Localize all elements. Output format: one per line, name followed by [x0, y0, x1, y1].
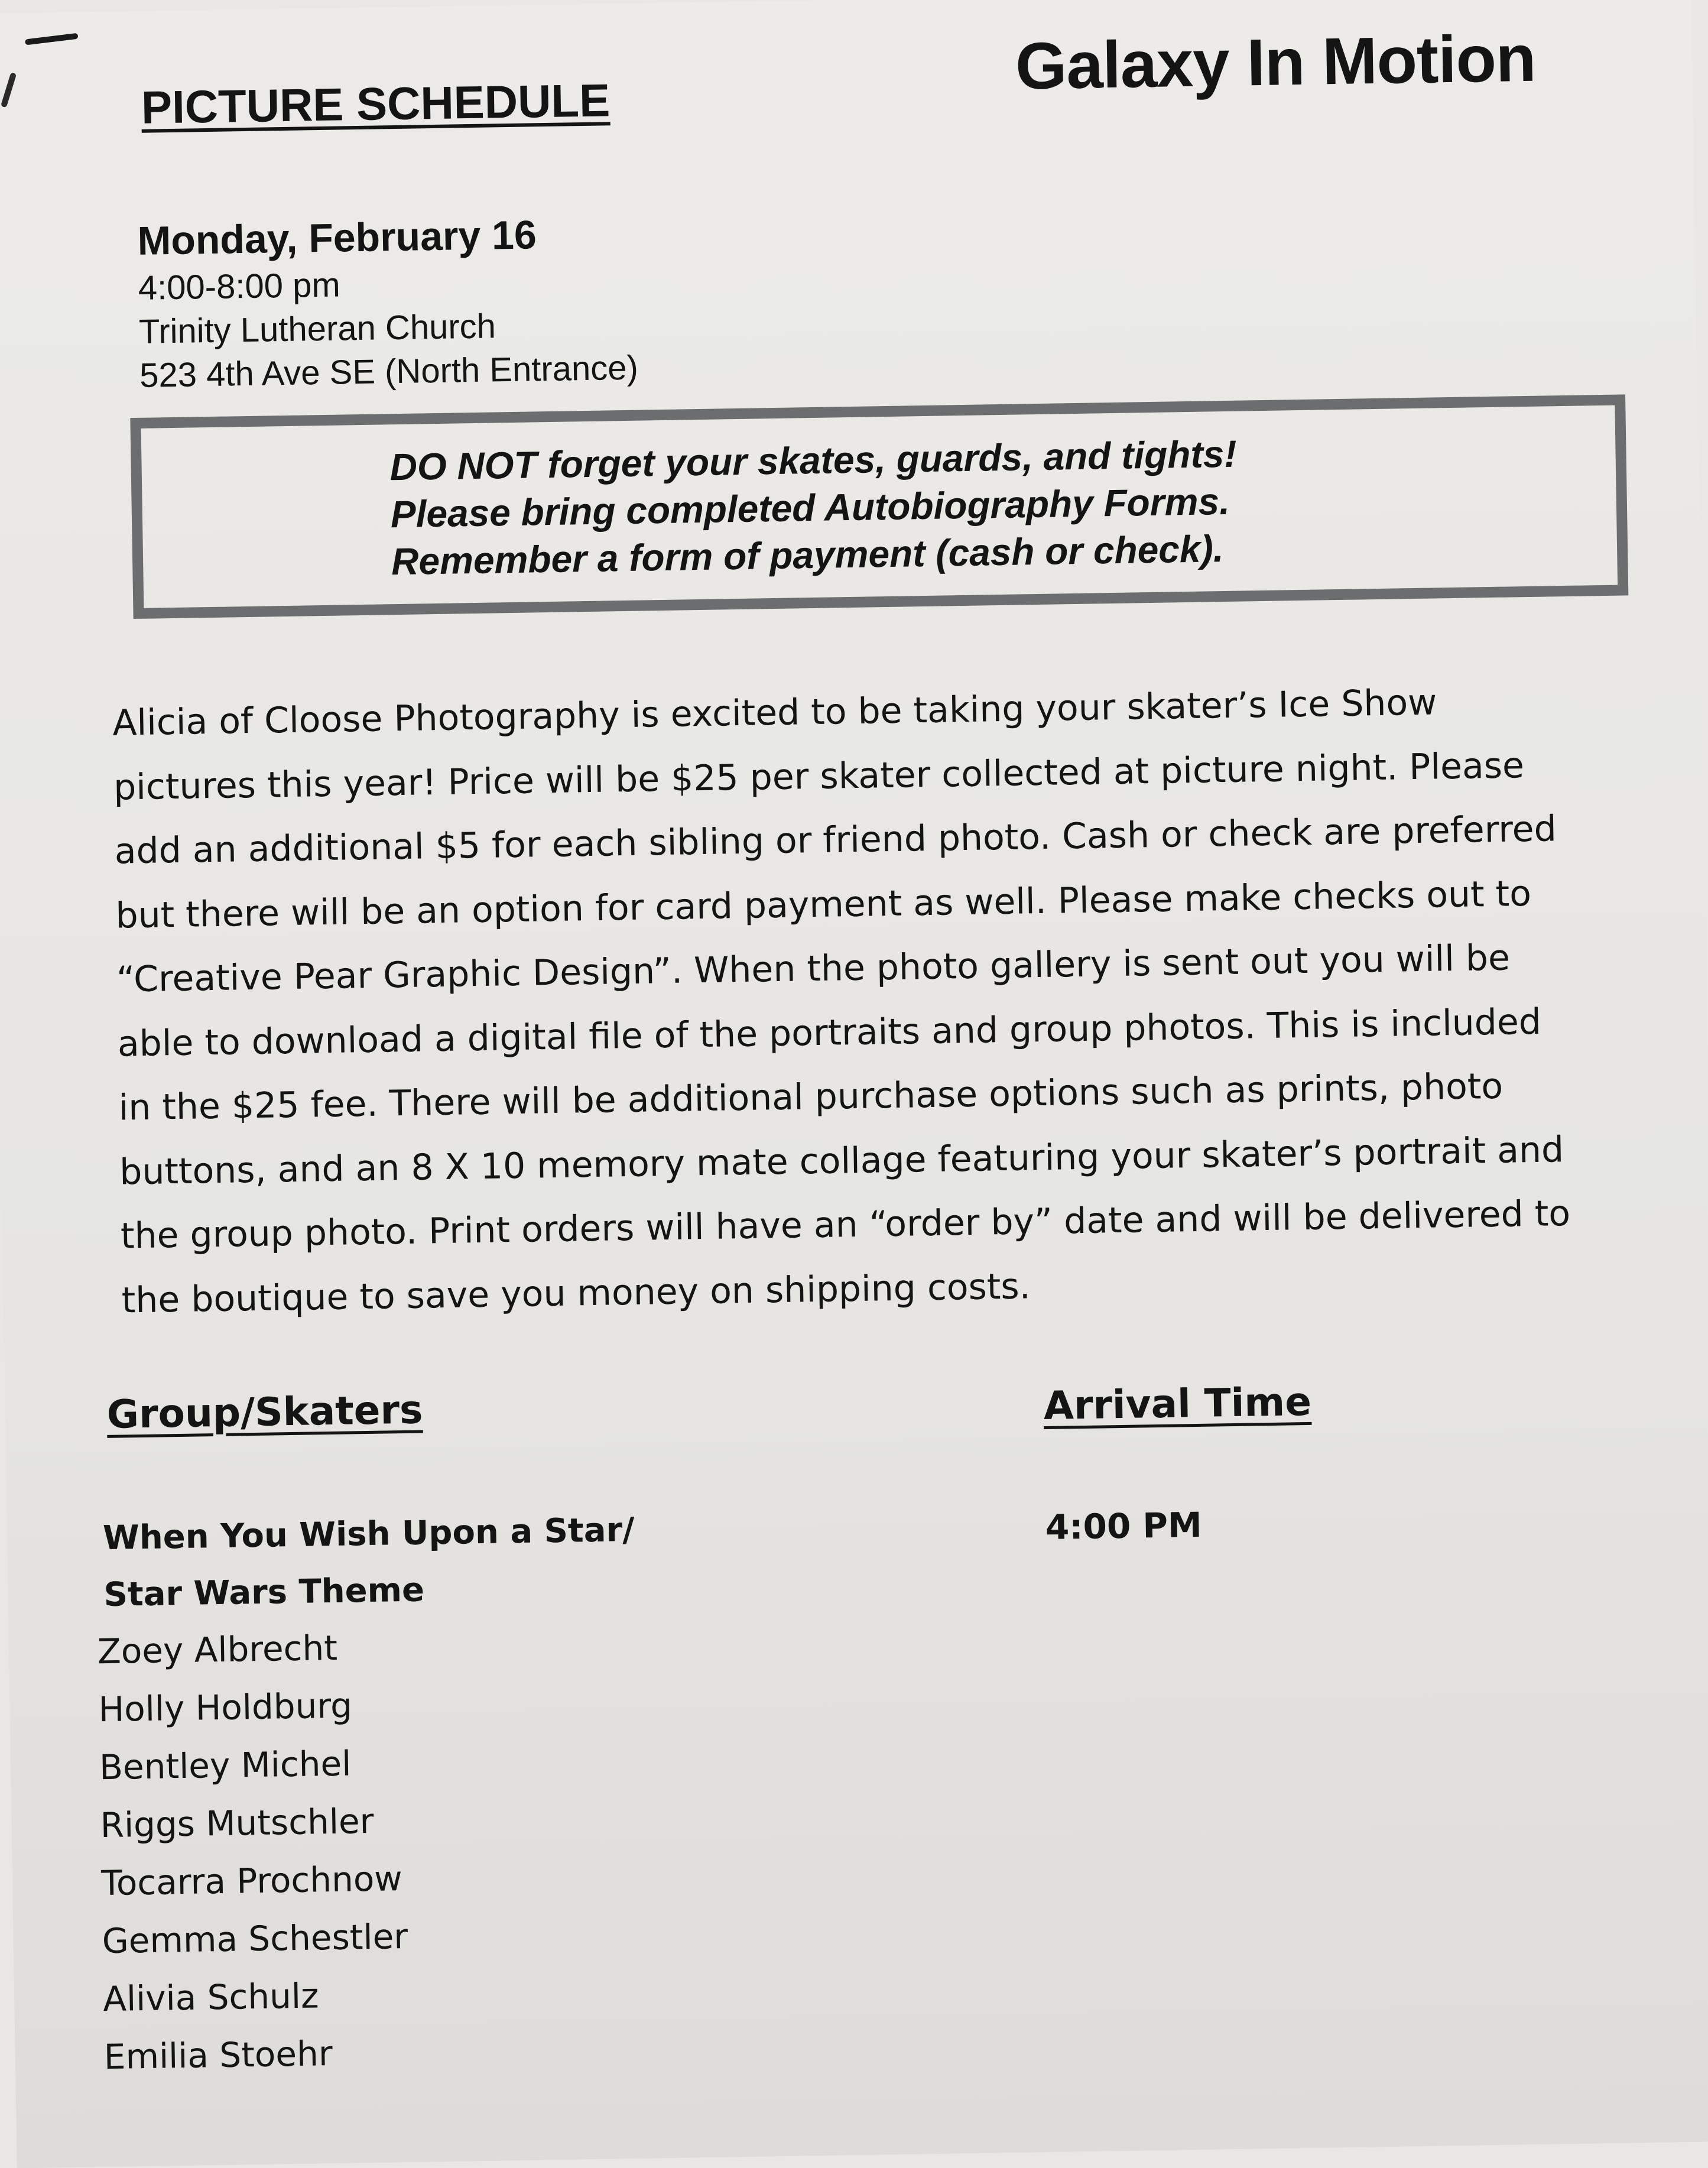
reminder-line: DO NOT forget your skates, guards, and tights! [389, 432, 1238, 489]
paragraph-line: but there will be an option for card payment as well. Please make checks out to [115, 872, 1532, 937]
skater-name: Emilia Stoehr [103, 2033, 333, 2078]
skater-list [97, 1618, 410, 2086]
reminder-box [130, 394, 1628, 619]
arrival-time-header: Arrival Time [1043, 1378, 1312, 1429]
paragraph-line: in the $25 fee. There will be additional purchase options such as prints, photo [118, 1065, 1504, 1129]
reminder-line: Please bring completed Autobiography Forms. [390, 479, 1230, 536]
paragraph-line: buttons, and an 8 X 10 memory mate collage featuring your skater’s portrait and [119, 1128, 1564, 1193]
info-paragraph [112, 667, 1671, 1332]
skater-name: Gemma Schestler [102, 1916, 408, 1962]
paragraph-line: Alicia of Cloose Photography is excited to be taking your skater’s Ice Show [112, 681, 1437, 744]
paragraph-line: pictures this year! Price will be $25 per skater collected at picture night. Please [113, 744, 1525, 809]
pen-mark [1, 72, 17, 108]
page-title: PICTURE SCHEDULE [141, 74, 611, 134]
organization-name: Galaxy In Motion [1015, 21, 1537, 103]
group-skaters-header: Group/Skaters [106, 1387, 423, 1437]
group-name-line: When You Wish Upon a Star/ [102, 1510, 635, 1558]
arrival-time-value: 4:00 PM [1045, 1504, 1203, 1548]
event-address: 523 4th Ave SE (North Entrance) [139, 348, 639, 395]
paragraph-line: “Creative Pear Graphic Design”. When the photo gallery is sent out you will be [116, 937, 1511, 1001]
skater-name: Riggs Mutschler [100, 1800, 374, 1846]
group-name-line: Star Wars Theme [103, 1570, 425, 1615]
skater-name: Bentley Michel [99, 1743, 352, 1788]
event-time: 4:00-8:00 pm [138, 265, 341, 307]
event-details [137, 210, 638, 398]
paragraph-line: the group photo. Print orders will have an “order by” date and will be delivered to [120, 1192, 1571, 1257]
paragraph-line: the boutique to save you money on shipping costs. [121, 1265, 1031, 1322]
reminder-line: Remember a form of payment (cash or check). [391, 527, 1225, 583]
paragraph-line: add an additional $5 for each sibling or friend photo. Cash or check are preferred [114, 808, 1557, 872]
skater-name: Holly Holdburg [98, 1685, 353, 1730]
skater-name: Zoey Albrecht [97, 1627, 338, 1672]
pen-mark [25, 33, 79, 46]
event-day: Monday, February 16 [137, 212, 537, 264]
paragraph-line: able to download a digital file of the portraits and group photos. This is included [117, 1001, 1542, 1065]
skater-name: Alivia Schulz [102, 1975, 319, 2020]
event-venue: Trinity Lutheran Church [138, 307, 496, 351]
group-name [102, 1502, 635, 1624]
skater-name: Tocarra Prochnow [100, 1858, 403, 1904]
